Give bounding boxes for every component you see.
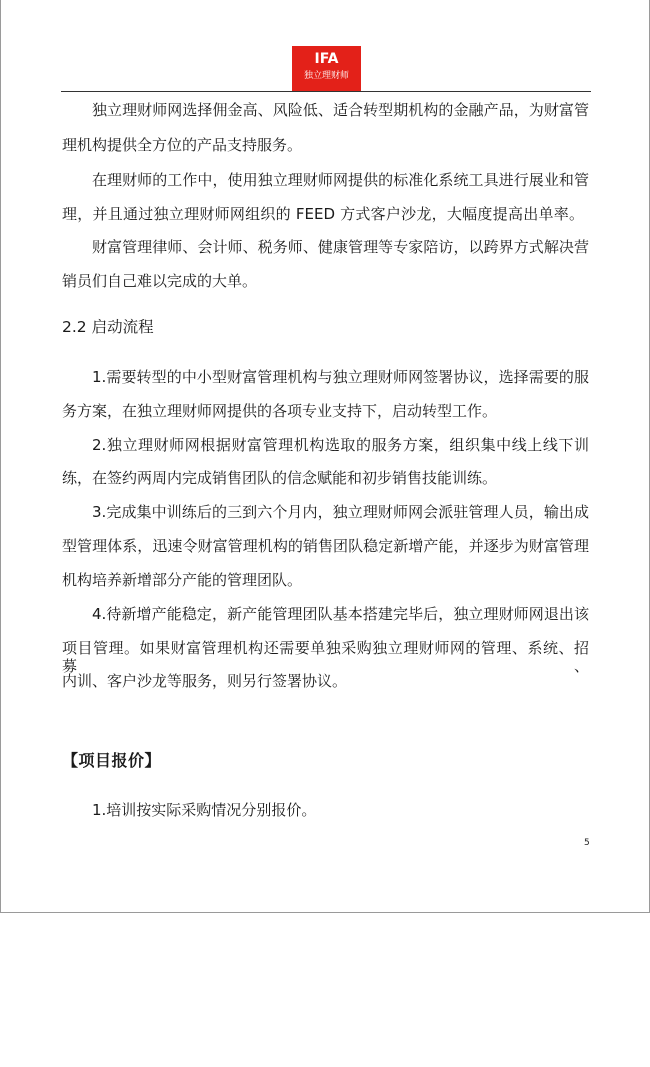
- section-heading: 2.2 启动流程: [62, 318, 154, 336]
- step-line: 机构培养新增部分产能的管理团队。: [62, 571, 303, 589]
- step-line: 4.待新增产能稳定，新产能管理团队基本搭建完毕后，独立理财师网退出该: [92, 605, 589, 623]
- logo-mark: IFA: [314, 51, 339, 67]
- step-line: 务方案，在独立理财师网提供的各项专业支持下，启动转型工作。: [62, 402, 498, 420]
- paragraph-line: 销员们自己难以完成的大单。: [62, 272, 258, 290]
- paragraph-line: 财富管理律师、会计师、税务师、健康管理等专家陪访，以跨界方式解决营: [92, 238, 589, 256]
- paragraph-line: 独立理财师网选择佣金高、风险低、适合转型期机构的金融产品，为财富管: [92, 101, 589, 119]
- page-number: 5: [584, 838, 590, 848]
- quote-heading: 【项目报价】: [62, 751, 162, 770]
- step-line: 2.独立理财师网根据财富管理机构选取的服务方案，组织集中线上线下训: [92, 436, 589, 454]
- step-line: 内训、客户沙龙等服务，则另行签署协议。: [62, 672, 348, 690]
- step-line: 练，在签约两周内完成销售团队的信念赋能和初步销售技能训练。: [62, 469, 498, 487]
- paragraph-line: 理，并且通过独立理财师网组织的 FEED 方式客户沙龙，大幅度提高出单率。: [62, 205, 584, 223]
- step-line: 1.需要转型的中小型财富管理机构与独立理财师网签署协议，选择需要的服: [92, 368, 589, 386]
- logo-subtitle: 独立理财师: [303, 71, 349, 81]
- paragraph-line: 理机构提供全方位的产品支持服务。: [62, 136, 303, 154]
- header-rule: [61, 91, 591, 92]
- step-line: 型管理体系，迅速令财富管理机构的销售团队稳定新增产能，并逐步为财富管理: [62, 537, 589, 555]
- paragraph-line: 在理财师的工作中，使用独立理财师网提供的标准化系统工具进行展业和管: [92, 171, 589, 189]
- step-line: 项目管理。如果财富管理机构还需要单独采购独立理财师网的管理、系统、招募、: [62, 639, 589, 675]
- quote-item: 1.培训按实际采购情况分别报价。: [92, 801, 317, 819]
- step-line: 3.完成集中训练后的三到六个月内，独立理财师网会派驻管理人员，输出成: [92, 503, 589, 521]
- ifa-logo: [292, 46, 361, 91]
